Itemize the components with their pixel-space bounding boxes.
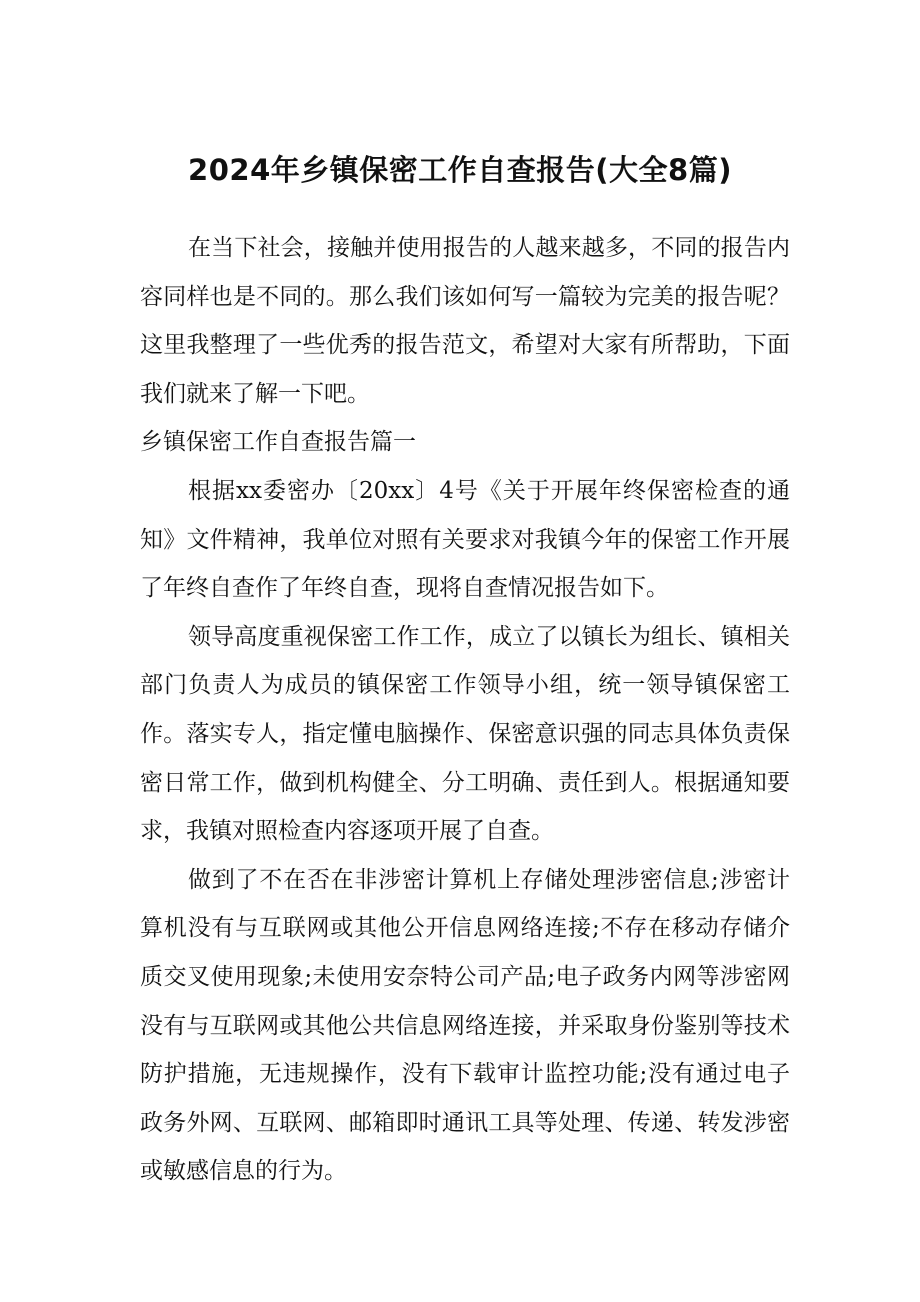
document-body (140, 224, 790, 1196)
section-heading: 乡镇保密工作自查报告篇一 (140, 429, 416, 456)
body-paragraph-1: 根据xx委密办〔20xx〕4号《关于开展年终保密检查的通知》文件精神，我单位对照有关要求对我镇今年的保密工作开展了年终自查作了年终自查，现将自查情况报告如下。 (140, 477, 790, 602)
body-paragraph-2: 领导高度重视保密工作工作，成立了以镇长为组长、镇相关部门负责人为成员的镇保密工作领导小组，统一领导镇保密工作。落实专人，指定懂电脑操作、保密意识强的同志具体负责保密日常工作，做到机构健全、分工明确、责任到人。根据通知要求，我镇对照检查内容逐项开展了自查。 (140, 623, 790, 845)
document-title: 2024年乡镇保密工作自查报告(大全8篇) (188, 153, 732, 187)
body-paragraph-3: 做到了不在否在非涉密计算机上存储处理涉密信息;涉密计算机没有与互联网或其他公开信息网络连接;不存在移动存储介质交叉使用现象;未使用安奈特公司产品;电子政务内网等涉密网没有与互联网或其他公共信息网络连接，并采取身份鉴别等技术防护措施，无违规操作，没有下载审计监控功能;没有通过电子政务外网、互联网、邮箱即时通讯工具等处理、传递、转发涉密或敏感信息的行为。 (140, 866, 790, 1185)
intro-paragraph: 在当下社会，接触并使用报告的人越来越多，不同的报告内容同样也是不同的。那么我们该如何写一篇较为完美的报告呢？这里我整理了一些优秀的报告范文，希望对大家有所帮助，下面我们就来了解一下吧。 (140, 235, 790, 407)
